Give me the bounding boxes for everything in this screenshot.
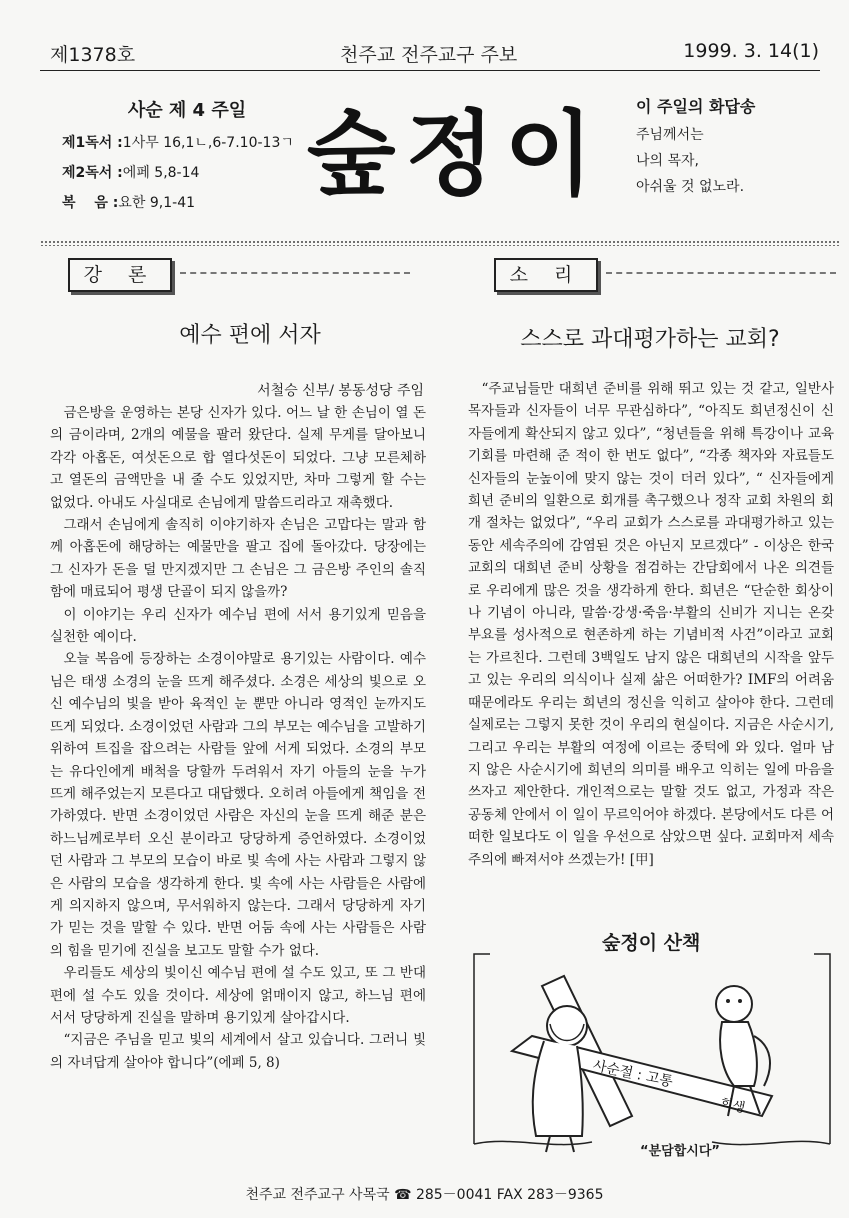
section-divider	[606, 272, 836, 276]
voice-body	[468, 378, 834, 871]
issue-number: 제1378호	[50, 44, 136, 66]
gospel-value: 요한 9,1-41	[118, 195, 196, 211]
voice-section-label: 소 리	[494, 258, 598, 292]
homily-title: 예수 편에 서자	[179, 323, 321, 348]
section-divider	[180, 272, 410, 276]
homily-byline: 서철승 신부/ 봉동성당 주임	[257, 383, 424, 399]
first-reading-label: 제1독서 :	[62, 135, 123, 151]
second-reading	[62, 158, 292, 188]
masthead-logo	[290, 98, 620, 208]
first-reading	[62, 128, 292, 158]
gospel-label: 복 음 :	[62, 195, 119, 211]
header-divider	[40, 70, 820, 71]
voice-title: 스스로 과대평가하는 교회?	[520, 327, 780, 352]
homily-paragraph: 우리들도 세상의 빛이신 예수님 편에 설 수도 있고, 또 그 반대편에 설 수도 있을 것이다. 세상에 얽매이지 않고, 하느님 편에 서서 당당하게 진실을 말하며 용기있게 살아갑시다.	[50, 965, 426, 1026]
homily-body	[50, 402, 426, 1074]
cartoon-illustration	[472, 946, 832, 1166]
issue-date: 1999. 3. 14(1)	[683, 40, 819, 62]
voice-paragraph: “주교님들만 대희년 준비를 위해 뛰고 있는 것 같고, 일반사목자들과 신자들이 너무 무관심하다”, “아직도 희년정신이 신자들에게 확산되지 않고 있다”, “청년들을 위해 특강이나 교육 기회를 마련해 준 적이 한 번도 없다”, “각종 책자와 자료들도 신자들의 눈높이에 맞지 않는 것이 더러 있다”, “ 신자들에게 희년 준비의 일환으로 회개를 촉구했으나 정작 교회 차원의 회개 절차는 없었다”, “우리 교회가 스스로를 과대평가하고 있는 동안 세속주의에 감염된 것은 아닌지 모르겠다” - 이상은 한국 교회의 대희년 준비 상황을 점검하는 간담회에서 나온 의견들로 우리에게 많은 것을 생각하게 한다. 희년은 “단순한 회상이나 기념이 아니라, 말씀·강생·죽음·부활의 신비가 지니는 온갖 부요를 성사적으로 현존하게 하는 기념비적 사건”이라고 교회는 가르친다. 그런데 3백일도 남지 않은 대희년의 시작을 앞두고 있는 우리의 의식이나 실제 삶은 어떠한가? IMF의 어려움 때문에라도 우리는 희년의 정신을 익히고 살아야 한다. 그런데 실제로는 그렇지 못한 것이 우리의 현실이다. 지금은 사순시기, 그리고 우리는 부활의 여정에 이르는 중턱에 와 있다. 얼마 남지 않은 사순시기에 희년의 의미를 배우고 익히는 일에 마음을 쓰자고 제안한다. 개인적으로는 말할 것도 없고, 가정과 작은 공동체 안에서 이 일이 무르익어야 하겠다. 본당에서도 다른 어떠한 일보다도 이 일을 우선으로 삼았으면 싶다. 교회마저 세속주의에 빠져서야 쓰겠는가! [甲]	[468, 381, 834, 868]
publication-name: 천주교 전주교구 주보	[340, 44, 518, 66]
dotted-divider	[40, 240, 840, 246]
gospel-reading	[62, 188, 292, 218]
beam-label: 희생	[718, 1096, 747, 1117]
cartoon-panel	[472, 946, 832, 1166]
homily-paragraph: 그래서 손님에게 솔직히 이야기하자 손님은 고맙다는 말과 함께 아홉돈에 해당하는 예물만을 팔고 집에 돌아갔다. 당장에는 그 신자가 돈을 덜 만지겠지만 그 손님은 그 금은방 주인의 솔직함에 매료되어 평생 단골이 되지 않을까?	[50, 517, 426, 601]
masthead-title: 숲정이	[306, 101, 604, 208]
readings-block	[62, 96, 292, 218]
second-reading-value: 에페 5,8-14	[122, 165, 200, 181]
cartoon-caption: “분담합시다”	[640, 1144, 720, 1159]
psalm-block	[636, 94, 836, 200]
homily-paragraph: “지금은 주님을 믿고 빛의 세계에서 살고 있습니다. 그러니 빛의 자녀답게 살아야 합니다”(에페 5, 8)	[50, 1032, 426, 1071]
first-reading-value: 1사무 16,1ㄴ,6-7.10-13ㄱ	[122, 135, 294, 151]
homily-section-label: 강 론	[68, 258, 172, 292]
header-bar	[0, 40, 849, 70]
second-reading-label: 제2독서 :	[62, 165, 123, 181]
cross-label: 사순절 : 고통	[591, 1057, 675, 1091]
psalm-line: 주님께서는	[636, 127, 704, 143]
homily-paragraph: 금은방을 운영하는 본당 신자가 있다. 어느 날 한 손님이 열 돈의 금이라며, 2개의 예물을 팔러 왔단다. 실제 무게를 달아보니 각각 아홉돈, 여섯돈으로 합 열다섯돈이 되었다. 그냥 모른체하고 열돈의 금액만을 내 줄 수도 있었지만, 차마 그렇게 할 수는 없었다. 아내도 사실대로 손님에게 말씀드리라고 재촉했다.	[50, 405, 426, 511]
homily-paragraph: 오늘 복음에 등장하는 소경이야말로 용기있는 사람이다. 예수님은 태생 소경의 눈을 뜨게 해주셨다. 소경은 세상의 빛으로 오신 예수님의 빛을 받아 육적인 눈 뿐만 아니라 영적인 눈까지도 뜨게 되었다. 소경이었던 사람과 그의 부모는 예수님을 고발하기 위하여 트집을 잡으려는 사람들 앞에 서게 되었다. 소경의 부모는 유다인에게 배척을 당할까 두려워서 자기 아들의 눈을 누가 뜨게 해주었는지 모른다고 대답했다. 오히려 아들에게 책임을 전가하였다. 반면 소경이었던 사람은 자신의 눈을 뜨게 해준 분은 하느님께로부터 오신 분이라고 당당하게 증언하였다. 소경이었던 사람과 그 부모의 모습이 바로 빛 속에 사는 사람과 그렇지 않은 사람의 모습을 생각하게 한다. 빛 속에 사는 사람들은 사람에게 의지하지 않으며, 무서워하지 않는다. 그래서 당당하게 자기가 믿는 것을 말할 수 있다. 반면 어둠 속에 사는 사람들은 사람의 힘을 믿기에 진실을 보고도 말할 수가 없다.	[50, 651, 426, 959]
cartoon-title: 숲정이 산책	[596, 928, 706, 955]
homily-paragraph: 이 이야기는 우리 신자가 예수님 편에 서서 용기있게 믿음을 실천한 예이다.	[50, 606, 426, 646]
footer-contact: 천주교 전주교구 사목국 ☎ 285－0041 FAX 283－9365	[245, 1187, 604, 1203]
sunday-title: 사순 제 4 주일	[127, 100, 247, 121]
psalm-line: 나의 목자,	[636, 153, 699, 169]
psalm-title: 이 주일의 화답송	[636, 97, 756, 116]
psalm-line: 아쉬울 것 없노라.	[636, 179, 745, 195]
